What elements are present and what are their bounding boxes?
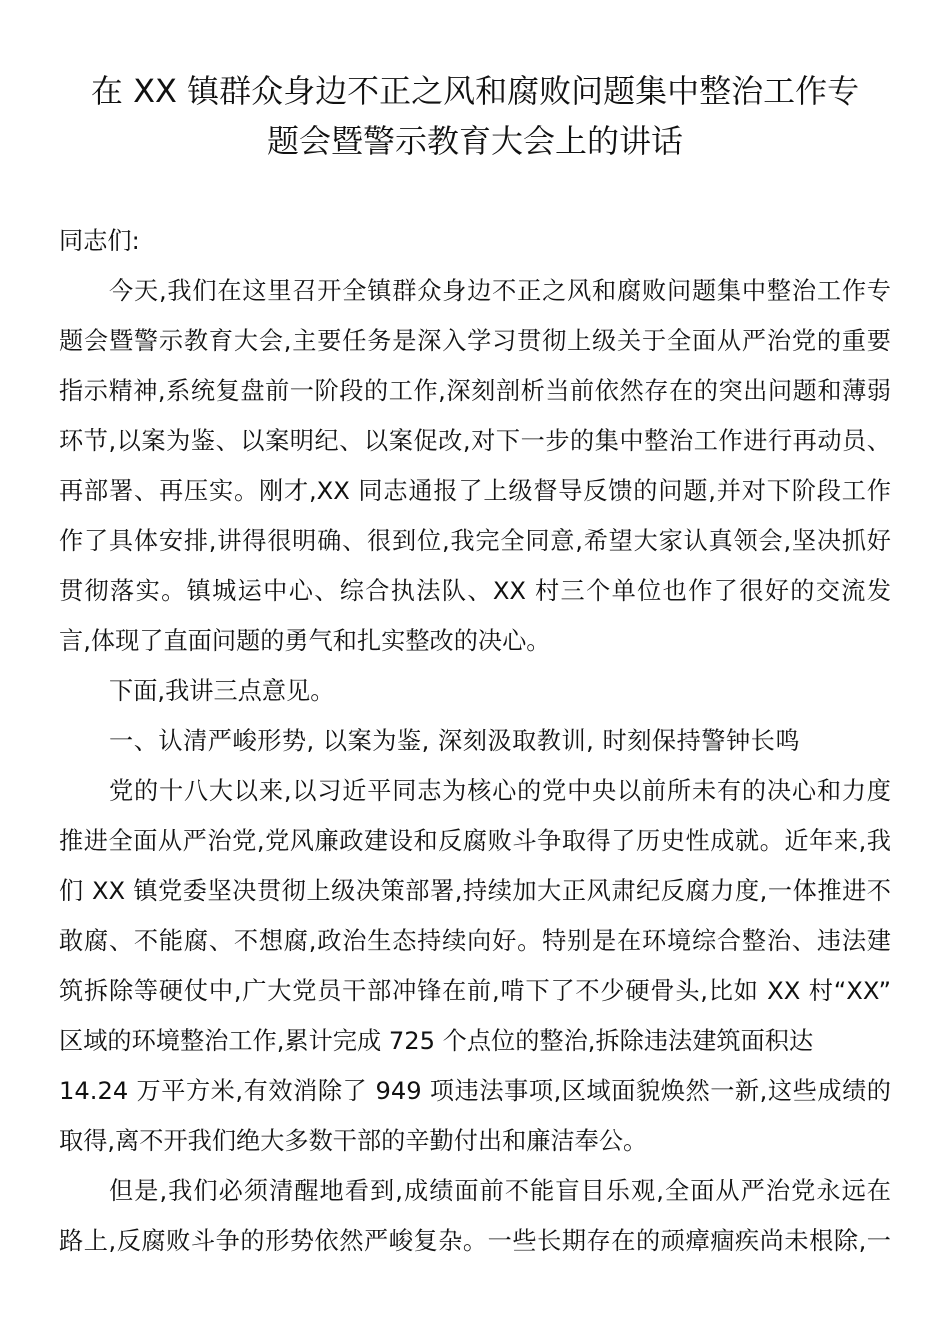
- paragraph-intro-points: [59, 666, 891, 716]
- text-line: 14.24 万平方米,有效消除了 949 项违法事项,区域面貌焕然一新,这些成绩的: [59, 1077, 891, 1105]
- text-line: 指示精神,系统复盘前一阶段的工作,深刻剖析当前依然存在的突出问题和薄弱: [59, 377, 891, 405]
- paragraph-warning: [59, 1166, 891, 1266]
- title-line: 在 XX 镇群众身边不正之风和腐败问题集中整治工作专: [90, 72, 860, 110]
- text-line: 区域的环境整治工作,累计完成 725 个点位的整治,拆除违法建筑面积达: [59, 1027, 814, 1055]
- text-line: 言,体现了直面问题的勇气和扎实整改的决心。: [59, 627, 551, 655]
- text-line: 取得,离不开我们绝大多数干部的辛勤付出和廉洁奉公。: [59, 1127, 648, 1155]
- text-line: 贯彻落实。镇城运中心、综合执法队、XX 村三个单位也作了很好的交流发: [59, 577, 891, 605]
- paragraph-opening: [59, 266, 891, 666]
- paragraph-achievements: [59, 766, 891, 1166]
- section-heading: 一、认清严峻形势, 以案为鉴, 深刻汲取教训, 时刻保持警钟长鸣: [109, 727, 801, 755]
- text-line: 题会暨警示教育大会,主要任务是深入学习贯彻上级关于全面从严治党的重要: [59, 327, 891, 355]
- text-line: 敢腐、不能腐、不想腐,政治生态持续向好。特别是在环境综合整治、违法建: [59, 927, 891, 955]
- text-line: 下面,我讲三点意见。: [109, 677, 335, 705]
- text-line: 路上,反腐败斗争的形势依然严峻复杂。一些长期存在的顽瘴痼疾尚未根除,一: [59, 1227, 891, 1255]
- text-line: 但是,我们必须清醒地看到,成绩面前不能盲目乐观,全面从严治党永远在: [109, 1177, 891, 1205]
- text-line: 环节,以案为鉴、以案明纪、以案促改,对下一步的集中整治工作进行再动员、: [59, 427, 891, 455]
- text-line: 筑拆除等硬仗中,广大党员干部冲锋在前,啃下了不少硬骨头,比如 XX 村“XX”: [59, 977, 891, 1005]
- text-line: 再部署、再压实。刚才,XX 同志通报了上级督导反馈的问题,并对下阶段工作: [59, 477, 891, 505]
- document-body: [59, 216, 891, 1266]
- section-heading-1: [59, 716, 891, 766]
- text-line: 今天,我们在这里召开全镇群众身边不正之风和腐败问题集中整治工作专: [109, 277, 891, 305]
- text-line: 党的十八大以来,以习近平同志为核心的党中央以前所未有的决心和力度: [109, 777, 891, 805]
- title-line: 题会暨警示教育大会上的讲话: [266, 122, 683, 160]
- text-line: 推进全面从严治党,党风廉政建设和反腐败斗争取得了历史性成就。近年来,我: [59, 827, 891, 855]
- salutation: 同志们:: [59, 227, 140, 255]
- text-line: 们 XX 镇党委坚决贯彻上级决策部署,持续加大正风肃纪反腐力度,一体推进不: [59, 877, 891, 905]
- document-title: [40, 66, 910, 166]
- text-line: 作了具体安排,讲得很明确、很到位,我完全同意,希望大家认真领会,坚决抓好: [59, 527, 891, 555]
